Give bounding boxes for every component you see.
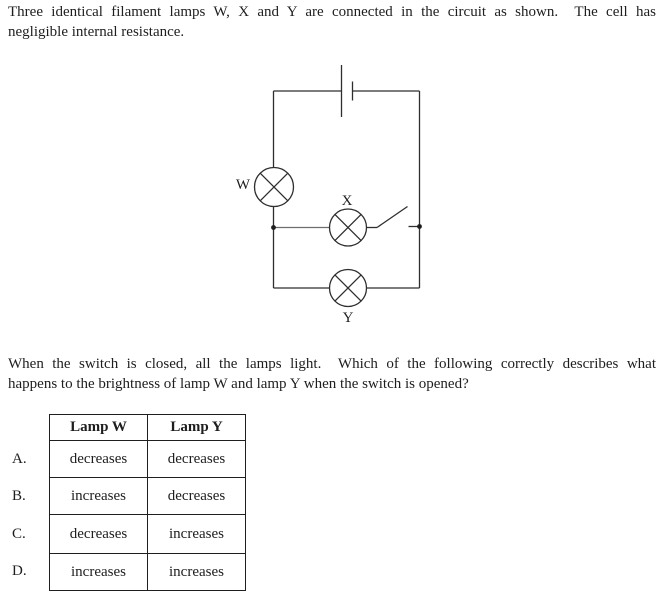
intro-paragraph [8,2,656,42]
cell-d-lamp-w: increases [50,554,148,591]
question-paragraph [8,354,656,394]
lamp-x-symbol [330,209,367,246]
cell-b-lamp-w: increases [50,478,148,515]
lamp-y-symbol [330,270,367,307]
intro-line-2: negligible internal resistance. [8,24,185,40]
table-row-d [50,554,246,591]
intro-line-1: Three identical filament lamps W, X and Y are connected in the circuit as shown. The cell has [8,4,656,20]
circuit-diagram [0,55,666,345]
lamp-w-symbol [255,168,294,207]
answer-table-header-row [50,415,246,441]
lamp-x-cross [335,214,361,240]
question-line-2: happens to the brightness of lamp W and lamp Y when the switch is opened? [8,376,469,392]
cell-c-lamp-y: increases [148,515,246,554]
header-lamp-w: Lamp W [50,415,148,441]
cell-a-lamp-y: decreases [148,441,246,478]
lamp-w-label: W [235,177,250,193]
cell-symbol [342,65,353,117]
option-letter-c: C. [12,526,26,542]
table-row-c [50,515,246,554]
option-letter-b: B. [12,488,26,504]
circuit-wires [274,91,420,288]
junction-dot-left [271,225,276,230]
lamp-w-cross [260,173,288,201]
lamp-y-cross [335,275,361,301]
lamp-x-label: X [341,193,353,209]
answer-table [49,414,246,591]
cell-b-lamp-y: decreases [148,478,246,515]
table-row-b [50,478,246,515]
lamp-y-label: Y [342,310,354,326]
option-letter-d: D. [12,563,27,579]
switch-blade [377,207,408,228]
open-switch [367,207,420,228]
cell-d-lamp-y: increases [148,554,246,591]
header-lamp-y: Lamp Y [148,415,246,441]
cell-c-lamp-w: decreases [50,515,148,554]
option-letter-a: A. [12,451,27,467]
junction-dot-right [417,224,422,229]
cell-a-lamp-w: decreases [50,441,148,478]
table-row-a [50,441,246,478]
question-line-1: When the switch is closed, all the lamps light. Which of the following correctly describes what [8,356,656,372]
